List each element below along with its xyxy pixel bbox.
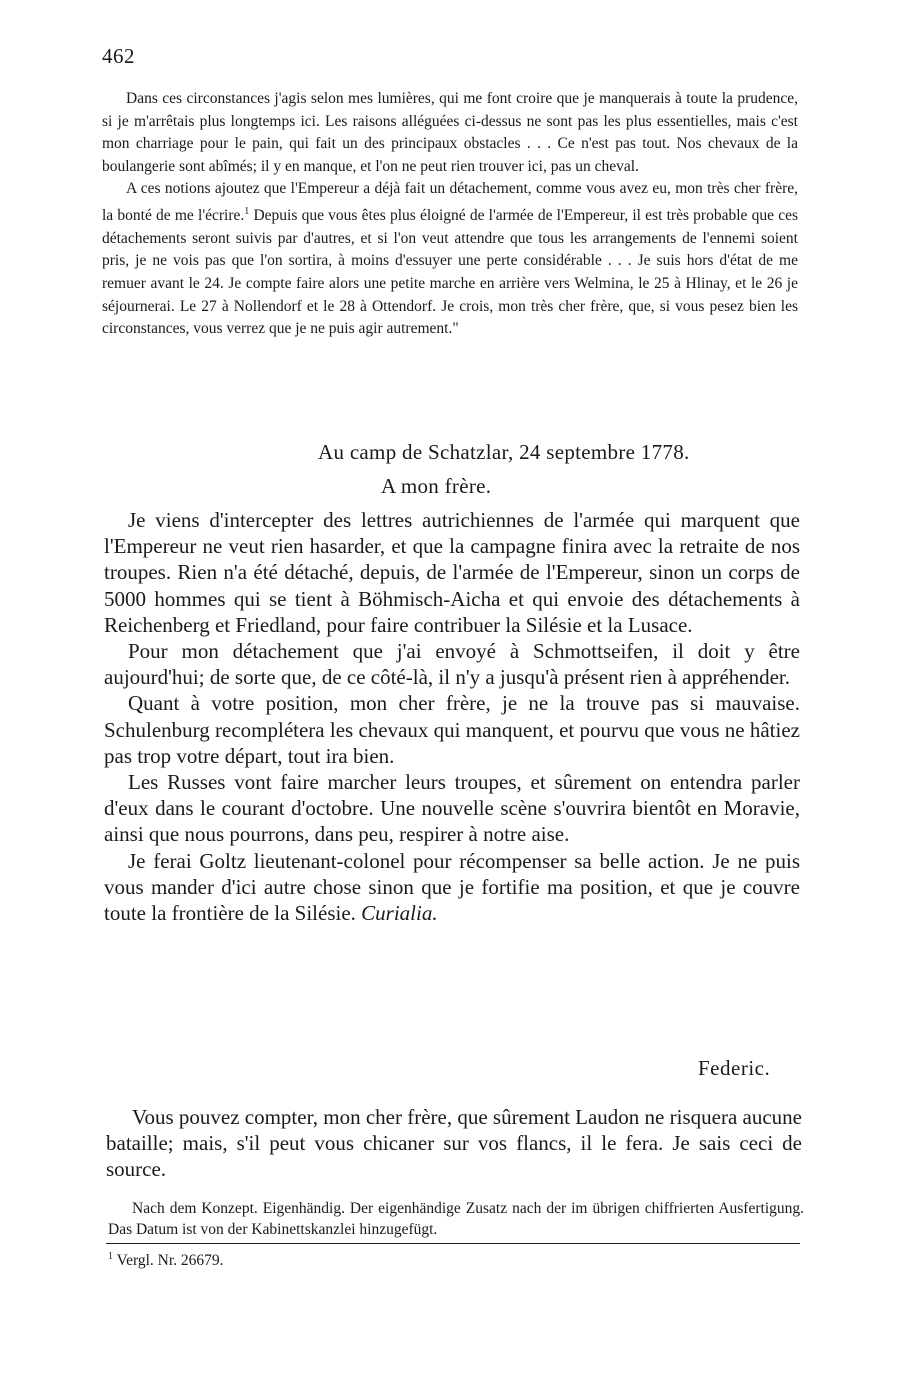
letter-paragraph: Quant à votre position, mon cher frère, je ne la trouve pas si mauvaise. Schulenburg recomplétera les chevaux qui manquent, et pourvu que vous ne hâtiez pas trop votre départ, tout ira bien. (104, 691, 800, 768)
postscript (106, 1104, 802, 1183)
intro-paragraph-2-start: A ces notions ajoutez que l'Empereur a déjà fait un détachement, comme vous avez eu, mon très cher frère, la bonté de me l'écrire. (102, 180, 798, 225)
intro-paragraph-2-end: Depuis que vous êtes plus éloigné de l'armée de l'Empereur, il est très probable que ces détachements seront suivis par d'autres, et si l'on veut attendre que tous les arrangements de l'ennemi soient pris, je ne vois pas que l'on sortira, à moins d'essuyer une perte considérable . . . Je suis hors d'état de me remuer avant le 24. Je compte faire alors une petite marche en arrière vers Welmina, le 25 à Hlinay, et le 26 je séjournerai. Le 27 à Nollendorf et le 28 à Ottendorf. Je crois, mon très cher frère, que, si vous pesez bien les circonstances, vous verrez que je ne puis agir autrement." (102, 207, 798, 338)
signature: Federic. (698, 1056, 771, 1080)
footnote (108, 1246, 224, 1271)
letter-paragraph-last-text: Je ferai Goltz lieutenant-colonel pour récompenser sa belle action. Je ne puis vous mander d'ici autre chose sinon que je fortifie ma position, et que je couvre toute la frontière de la Silésie. (104, 848, 800, 926)
page-number: 462 (102, 44, 135, 68)
letter-body (104, 507, 800, 926)
letter-dateline: Au camp de Schatzlar, 24 septembre 1778. (318, 440, 690, 464)
intro-quote (102, 88, 798, 341)
letter-paragraph: Je viens d'intercepter des lettres autrichiennes de l'armée qui marquent que l'Empereur ne veut rien hasarder, et que la campagne finira avec la retraite de nos troupes. Rien n'a été détaché, depuis, de l'armée de l'Empereur, sinon un corps de 5000 hommes qui se tient à Böhmisch-Aicha et qui envoie des détachements à Reichenberg et Friedland, pour faire contribuer la Silésie et la Lusace. (104, 508, 800, 637)
postscript-text: Vous pouvez compter, mon cher frère, que sûrement Laudon ne risquera aucune bataille; mais, s'il peut vous chicaner sur vos flancs, il le fera. Je sais ceci de source. (106, 1105, 802, 1182)
source-note-text: Nach dem Konzept. Eigenhändig. Der eigenhändige Zusatz nach der im übrigen chiffrierten Ausfertigung. Das Datum ist von der Kabinettskanzlei hinzugefügt. (108, 1200, 804, 1238)
curialia-text: Curialia. (361, 901, 438, 926)
source-note (108, 1198, 804, 1240)
footnote-reference: 1 (244, 205, 250, 217)
letter-salutation: A mon frère. (381, 474, 492, 498)
letter-paragraph-last (104, 848, 800, 927)
footnote-text: Vergl. Nr. 26679. (113, 1252, 224, 1270)
intro-paragraph: Dans ces circonstances j'agis selon mes lumières, qui me font croire que je manquerais à toute la prudence, si je m'arrêtais plus longtemps ici. Les raisons alléguées ci-dessus ne sont pas les plus essentielles, mais c'est mon charriage pour le pain, qui fait un des principaux obstacles . . . Ce n'est pas tout. Nos chevaux de la boulangerie sont abîmés; il y en manque, et l'on ne peut rien trouver ici, pas un cheval. (102, 90, 798, 175)
letter-paragraph: Les Russes vont faire marcher leurs troupes, et sûrement on entendra parler d'eux dans le courant d'octobre. Une nouvelle scène s'ouvrira bientôt en Moravie, ainsi que nous pourrons, dans peu, respirer à notre aise. (104, 770, 800, 847)
footnote-number: 1 (108, 1251, 113, 1262)
intro-paragraph-2 (102, 178, 798, 340)
footnote-divider (106, 1243, 800, 1244)
letter-paragraph: Pour mon détachement que j'ai envoyé à Schmottseifen, il doit y être aujourd'hui; de sorte que, de ce côté-là, il n'y a jusqu'à présent rien à appréhender. (104, 639, 800, 690)
